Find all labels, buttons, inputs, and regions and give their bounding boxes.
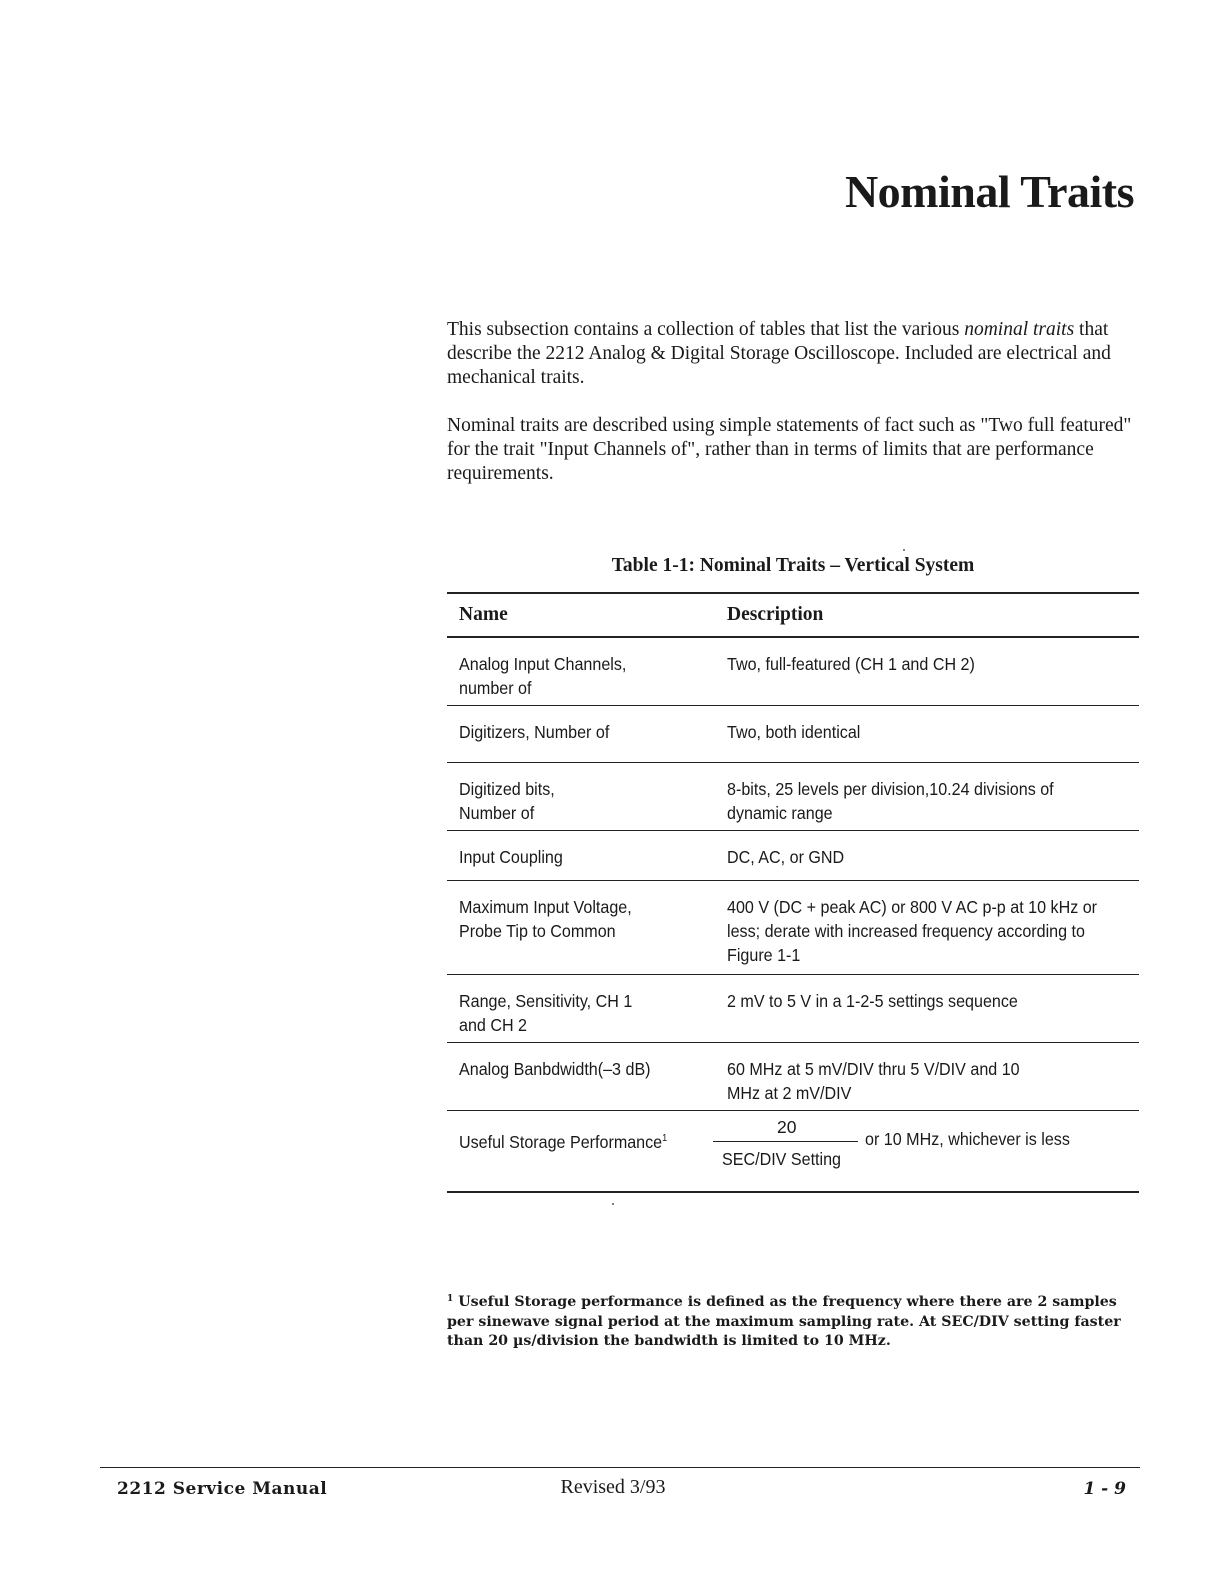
footer-rule xyxy=(100,1467,1140,1468)
trait-name: Range, Sensitivity, CH 1 and CH 2 xyxy=(459,991,633,1035)
storage-description-tail: or 10 MHz, whichever is less xyxy=(865,1129,1070,1149)
footnote xyxy=(447,1290,1137,1352)
trait-description: Two, both identical xyxy=(727,722,861,742)
footer-revision: Revised 3/93 xyxy=(560,1476,666,1498)
scan-speck xyxy=(612,1203,614,1205)
trait-description: DC, AC, or GND xyxy=(727,847,845,867)
storage-name: Useful Storage Performance xyxy=(459,1131,663,1152)
trait-name: Analog Input Channels, number of xyxy=(459,654,627,698)
fraction-denominator: SEC/DIV Setting xyxy=(722,1149,842,1169)
table-row xyxy=(447,881,1139,975)
trait-description: 2 mV to 5 V in a 1-2-5 settings sequence xyxy=(727,991,1018,1011)
table-row xyxy=(447,638,1139,706)
intro-p1-italic: nominal traits xyxy=(964,319,1075,340)
nominal-traits-table xyxy=(447,592,1139,1193)
table-row-storage xyxy=(447,1111,1139,1193)
table-row xyxy=(447,706,1139,763)
table-caption: Table 1-1: Nominal Traits – Vertical System xyxy=(611,555,975,576)
table-row xyxy=(447,831,1139,881)
table-row xyxy=(447,1043,1139,1111)
intro-p1-prefix: This subsection contains a collection of tables that list the various xyxy=(447,319,960,340)
fraction-bar xyxy=(713,1141,858,1142)
scan-speck xyxy=(903,549,905,551)
footnote-ref: 1 xyxy=(662,1133,668,1144)
footnote-text: Useful Storage performance is defined as the frequency where there are 2 samples per sinewave signal period at the maximum sampling rate. At SEC/DIV setting faster than 20 µs/division the bandwidth is limited to 10 MHz. xyxy=(447,1294,1121,1349)
header-description: Description xyxy=(727,604,824,625)
trait-name xyxy=(459,1127,684,1154)
intro-p1-suffix: that describe the 2212 Analog & Digital Storage Oscilloscope. Included are electrical and mechanical traits. xyxy=(447,319,1111,388)
footer-page-number: 1 - 9 xyxy=(1083,1479,1126,1499)
trait-name: Digitized bits, Number of xyxy=(459,779,555,823)
table-row xyxy=(447,763,1139,831)
trait-name: Maximum Input Voltage, Probe Tip to Common xyxy=(459,897,632,941)
trait-name: Digitizers, Number of xyxy=(459,722,610,742)
trait-description: 400 V (DC + peak AC) or 800 V AC p-p at 10 kHz or less; derate with increased frequency according to Figure 1-1 xyxy=(727,897,1098,965)
trait-name: Analog Banbdwidth(–3 dB) xyxy=(459,1059,651,1079)
fraction-numerator: 20 xyxy=(777,1117,797,1137)
trait-name: Input Coupling xyxy=(459,847,563,867)
intro-paragraph-1 xyxy=(447,318,1137,390)
trait-description: Two, full-featured (CH 1 and CH 2) xyxy=(727,654,975,674)
trait-description: 8-bits, 25 levels per division,10.24 divisions of dynamic range xyxy=(727,779,1054,823)
page-title: Nominal Traits xyxy=(844,166,1134,217)
table-header-row xyxy=(447,594,1139,638)
intro-paragraph-2: Nominal traits are described using simple statements of fact such as "Two full featured" for the trait "Input Channels of", rather than in terms of limits that are performance requirements. xyxy=(447,415,1132,484)
table-row xyxy=(447,975,1139,1043)
header-name: Name xyxy=(459,604,508,625)
footnote-mark: 1 xyxy=(447,1294,454,1304)
trait-description: 60 MHz at 5 mV/DIV thru 5 V/DIV and 10 MHz at 2 mV/DIV xyxy=(727,1059,1020,1103)
footer-manual-name: 2212 Service Manual xyxy=(117,1479,328,1499)
